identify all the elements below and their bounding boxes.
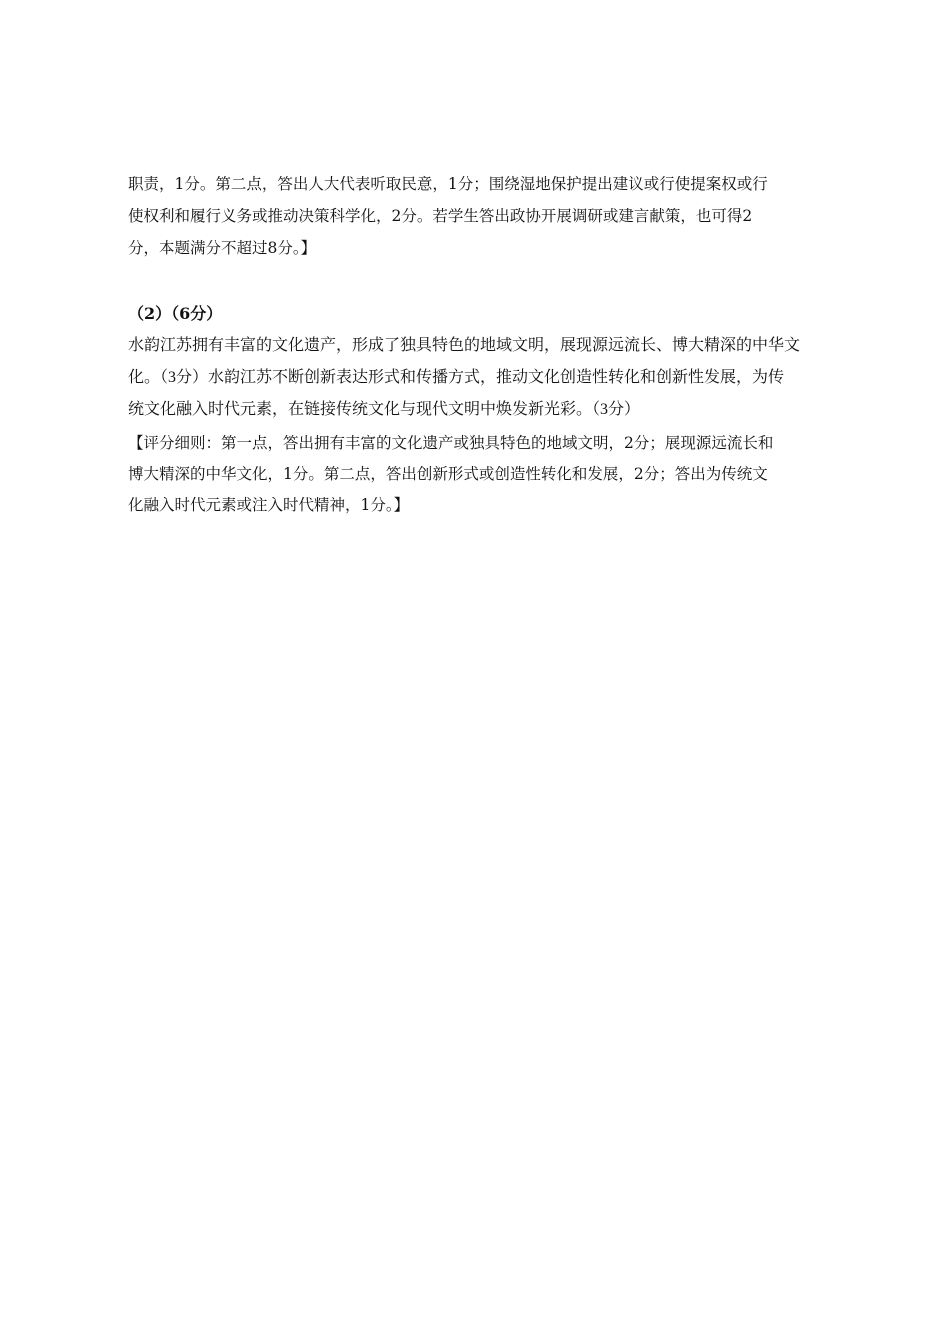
answer-line: 统文化融入时代元素，在链接传统文化与现代文明中焕发新光彩。（3分） [128,401,641,418]
question-2-rubric [128,428,834,521]
answer-line: 化。（3分）水韵江苏不断创新表达形式和传播方式，推动文化创造性转化和创新性发展，为传 [128,369,785,386]
previous-question-rubric [128,168,834,264]
rubric-line: 分，本题满分不超过8分。】 [128,239,317,257]
answer-line: 水韵江苏拥有丰富的文化遗产，形成了独具特色的地域文明，展现源远流长、博大精深的中华文 [128,337,801,354]
rubric-line: 使权利和履行义务或推动决策科学化，2分。若学生答出政协开展调研或建言献策，也可得2 [128,207,753,225]
question-heading: （2）（6分） [128,304,223,323]
rubric-line: 职责，1分。第二点，答出人大代表听取民意，1分；围绕湿地保护提出建议或行使提案权或行 [128,175,768,193]
rubric-line: 【评分细则：第一点，答出拥有丰富的文化遗产或独具特色的地域文明，2分；展现源远流长和 [128,434,774,452]
rubric-line: 博大精深的中华文化，1分。第二点，答出创新形式或创造性转化和发展，2分；答出为传统文 [128,465,768,483]
question-2-heading-block [128,298,834,330]
question-2-answer [128,330,834,426]
rubric-line: 化融入时代元素或注入时代精神，1分。】 [128,496,410,514]
